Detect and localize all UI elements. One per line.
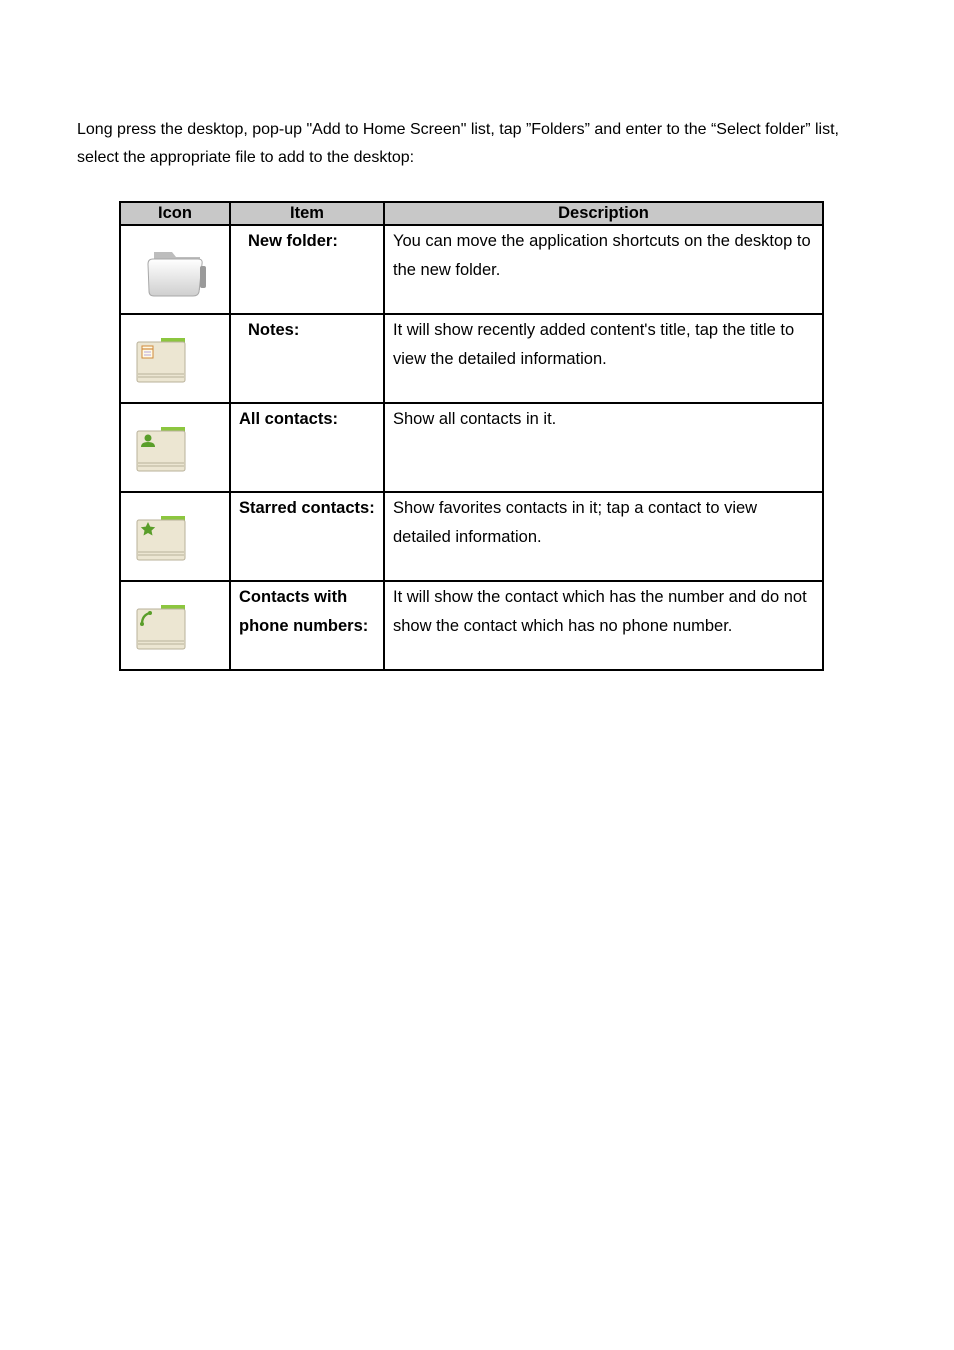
white-folder-icon	[146, 244, 208, 298]
description-cell	[384, 492, 823, 581]
icon-cell	[120, 492, 230, 581]
item-label: Notes:	[248, 321, 300, 339]
table-row	[120, 314, 823, 403]
header-item: Item	[230, 202, 384, 225]
table-row	[120, 225, 823, 314]
all-contacts-folder-icon	[135, 425, 187, 473]
icon-cell	[120, 225, 230, 314]
table-row	[120, 403, 823, 492]
description-text: It will show the contact which has the number and do not show the contact which has no phone number.	[393, 588, 807, 635]
description-cell	[384, 314, 823, 403]
item-cell	[230, 581, 384, 670]
header-description: Description	[384, 202, 823, 225]
description-text: You can move the application shortcuts on the desktop to the new folder.	[393, 232, 811, 279]
phone-contacts-folder-icon	[135, 603, 187, 651]
description-cell	[384, 403, 823, 492]
table-row	[120, 581, 823, 670]
description-text: Show favorites contacts in it; tap a contact to view detailed information.	[393, 499, 758, 546]
description-cell	[384, 225, 823, 314]
intro-paragraph: Long press the desktop, pop-up "Add to Home Screen" list, tap ”Folders” and enter to the “Select folder” list, select the appropriate file to add to the desktop:	[77, 121, 839, 166]
item-label: New folder:	[248, 232, 338, 250]
notes-folder-icon	[135, 336, 187, 384]
description-text: Show all contacts in it.	[393, 410, 557, 428]
item-cell	[230, 492, 384, 581]
item-label: Starred contacts:	[239, 499, 375, 517]
icon-cell	[120, 314, 230, 403]
starred-contacts-folder-icon	[135, 514, 187, 562]
description-cell	[384, 581, 823, 670]
item-cell	[230, 225, 384, 314]
item-cell	[230, 314, 384, 403]
table-header-row	[120, 202, 823, 225]
icon-cell	[120, 403, 230, 492]
icon-cell	[120, 581, 230, 670]
item-cell	[230, 403, 384, 492]
item-label: Contacts with phone numbers:	[239, 588, 369, 635]
table-row	[120, 492, 823, 581]
folders-table	[119, 201, 824, 671]
description-text: It will show recently added content's title, tap the title to view the detailed information.	[393, 321, 795, 368]
header-icon: Icon	[120, 202, 230, 225]
item-label: All contacts:	[239, 410, 339, 428]
